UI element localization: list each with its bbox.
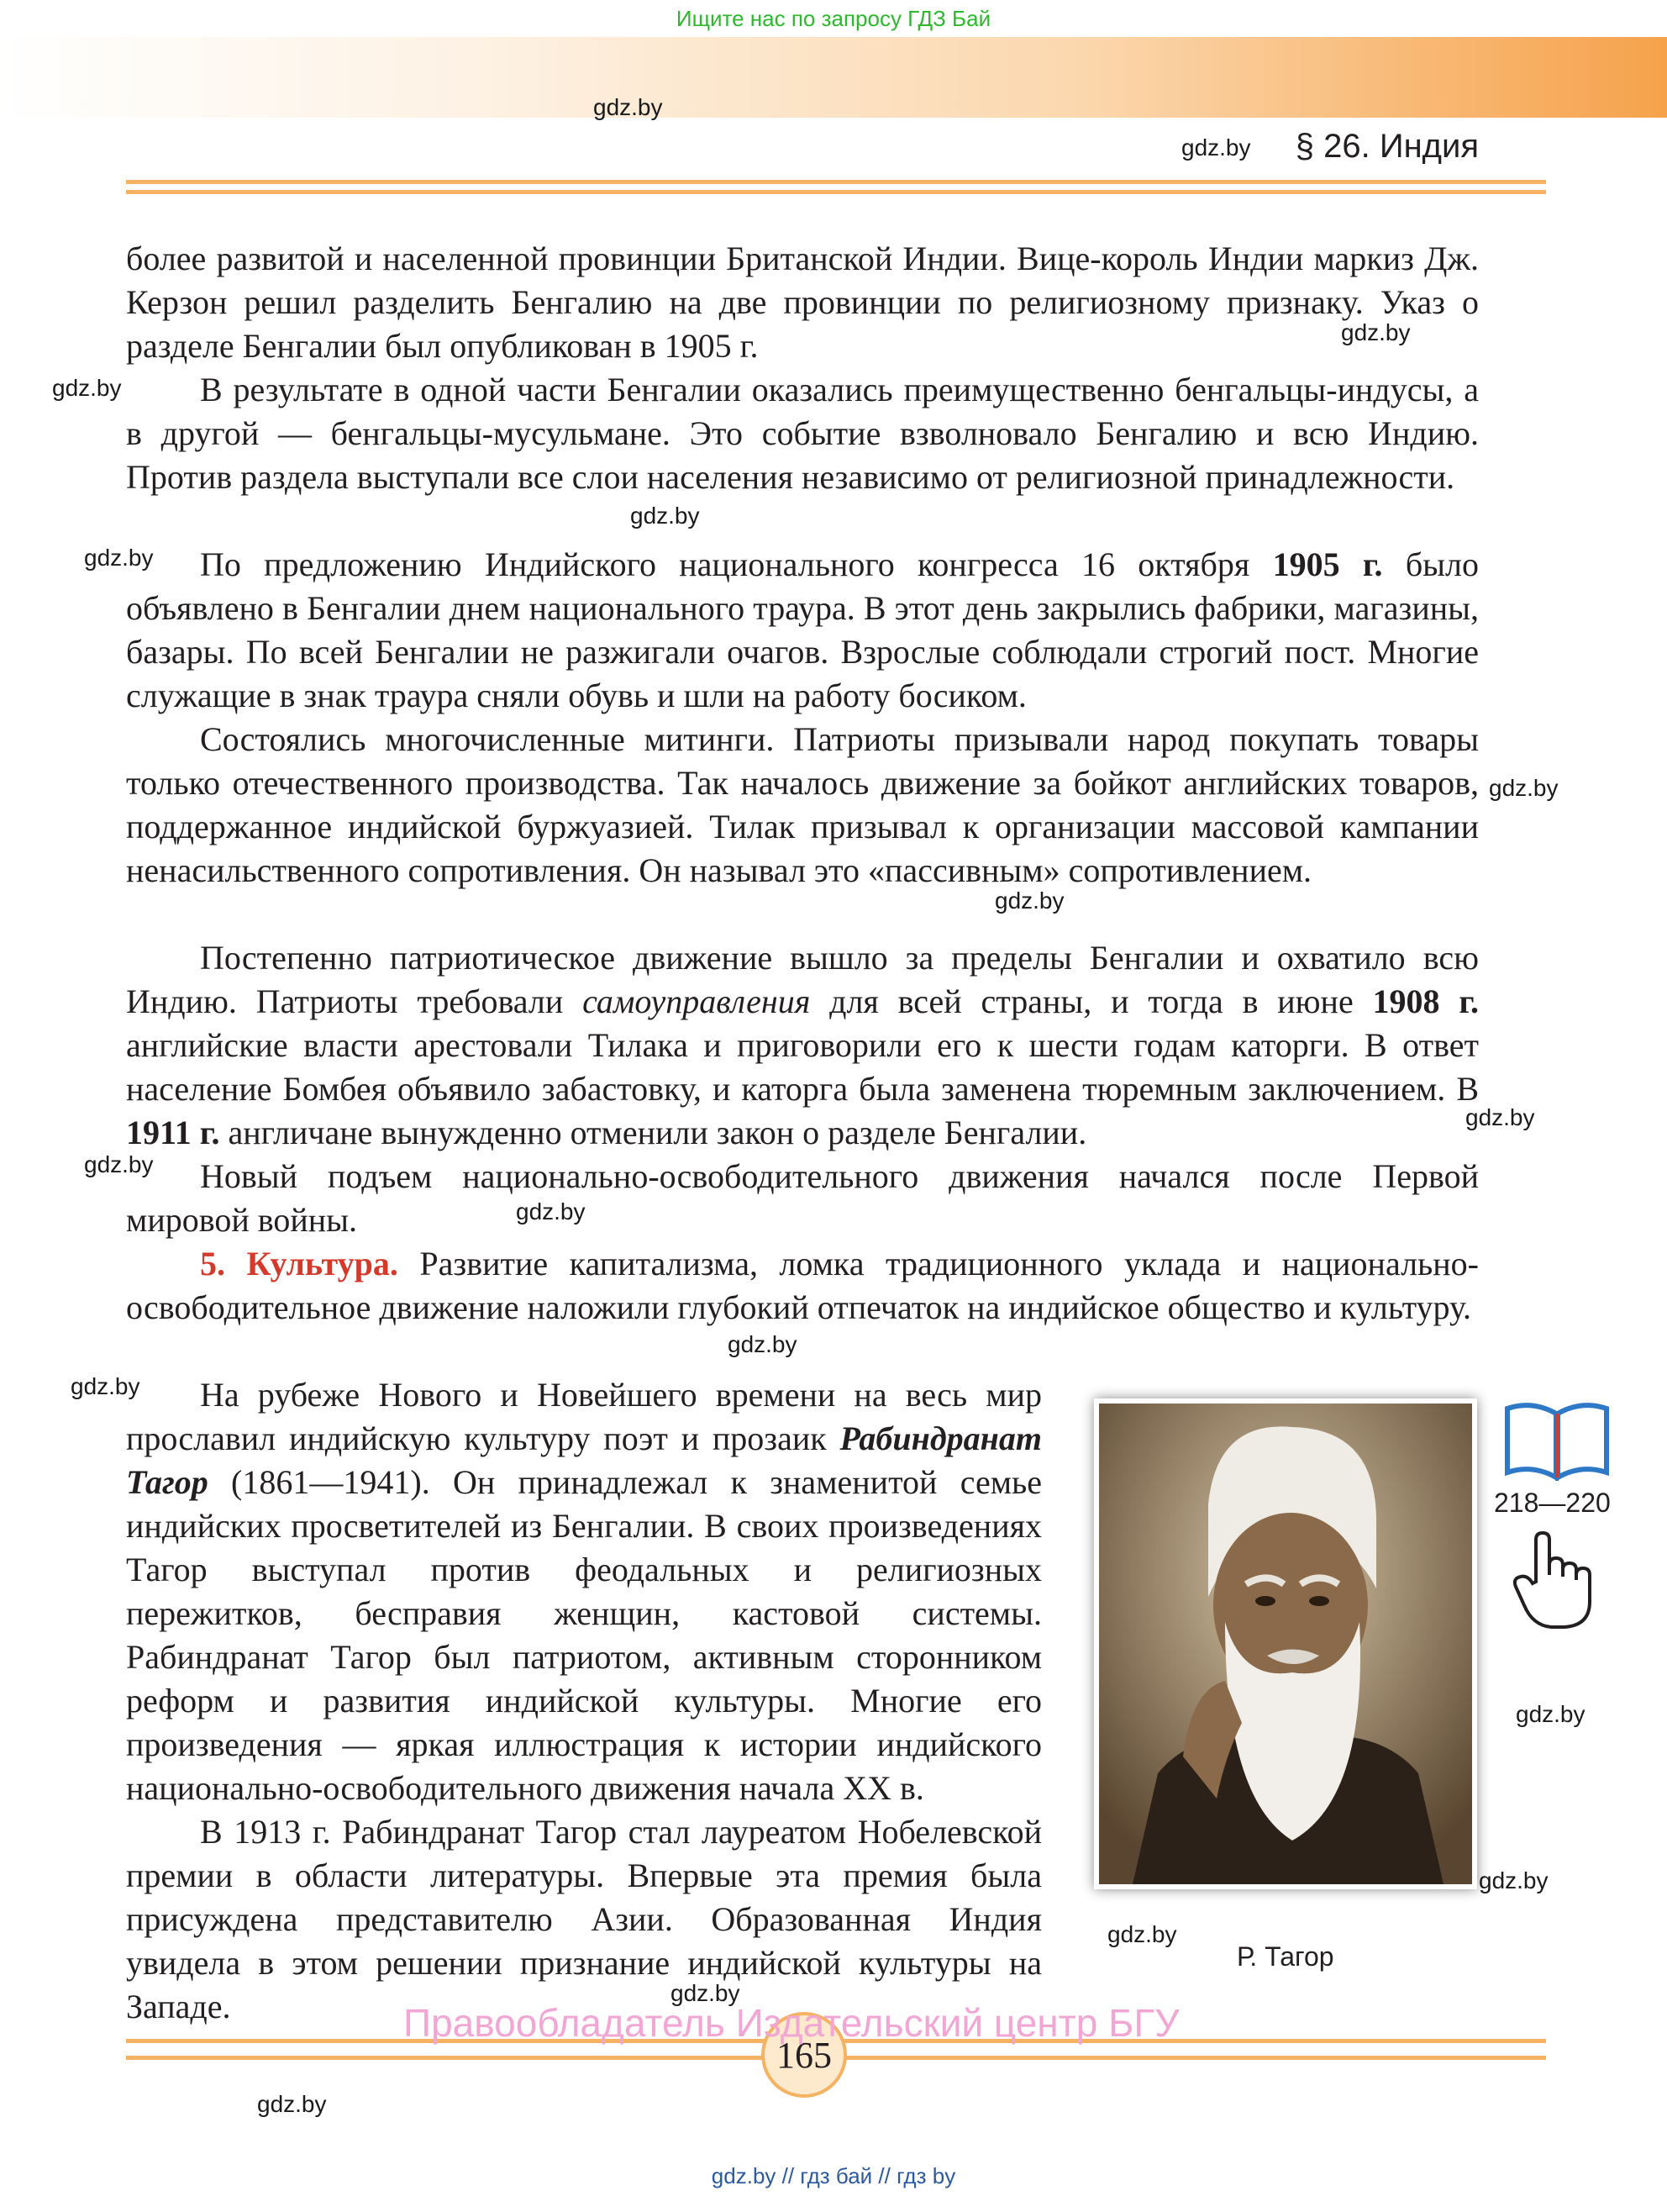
watermark: gdz.by	[630, 503, 700, 529]
footer-links[interactable]: gdz.by // гдз бай // гдз by	[711, 2163, 956, 2188]
watermark: gdz.by	[1181, 134, 1251, 161]
paragraph-9: В 1913 г. Рабиндранат Тагор стал лауреатом Нобелевской премии в области литературы. Впервые эта премия была присуждена представителю Азии. Образованная Индия увидела в этом решении признание индийской культуры на Западе.	[126, 1813, 1042, 2025]
textbook-pages-ref: 218—220	[1494, 1488, 1611, 1518]
paragraph-6: Новый подъем национально-освободительного движения начался после Первой мировой войны.	[126, 1157, 1479, 1239]
portrait-illustration	[1099, 1404, 1472, 1884]
text-run: англичане вынужденно отменили закон о разделе Бенгалии.	[228, 1114, 1087, 1151]
paragraph-1: более развитой и населенной провинции Британской Индии. Вице-король Индии маркиз Дж. Керзон решил разделить Бенгалию на две провинции по религиозному признаку. Указ о разделе Бенгалии был опубликован в 1905 г.	[126, 240, 1479, 365]
watermark: gdz.by	[670, 1980, 740, 2006]
text-run: Постепенно патриотическое движение вышло за пределы Бенгалии и охватило всю Индию. Патриоты требовали	[126, 939, 1479, 1020]
watermark: gdz.by	[257, 2091, 327, 2117]
date-1911: 1911 г.	[126, 1114, 220, 1151]
paragraph-4: Состоялись многочисленные митинги. Патриоты призывали народ покупать товары только отечественного производства. Так началось движение за бойкот английских товаров, поддержанное индийской буржуазией. Тилак призывал к организации массовой кампании ненасильственного сопротивления. Он называл это «пассивным» сопротивлением.	[126, 720, 1479, 889]
watermark: gdz.by	[1341, 319, 1411, 345]
watermark: gdz.by	[995, 887, 1065, 914]
watermark: gdz.by	[84, 1151, 154, 1177]
portrait-caption: Р. Тагор	[1237, 1941, 1334, 1972]
date-1908: 1908 г.	[1372, 982, 1479, 1020]
page-number: 165	[776, 2035, 832, 2076]
paragraph-2: В результате в одной части Бенгалии оказались преимущественно бенгальцы-индусы, а в другой — бенгальцы-мусульмане. Это событие взволновало Бенгалию и всю Индию. Против раздела выступали все слои населения независимо от религиозной принадлежности.	[126, 371, 1479, 496]
watermark: gdz.by	[728, 1331, 797, 1357]
watermark: gdz.by	[84, 545, 154, 571]
paragraph-5	[126, 936, 1479, 1155]
tagore-portrait	[1094, 1398, 1477, 1889]
watermark: gdz.by	[1516, 1701, 1585, 1727]
text-run: для всей страны, и тогда в июне	[829, 982, 1354, 1020]
name-tagore: Рабиндранат Тагор	[126, 1419, 1042, 1501]
rights-holder-notice: Правообладатель Издательский центр БГУ	[403, 2001, 1180, 2045]
watermark: gdz.by	[71, 1373, 140, 1399]
text-run: английские власти арестовали Тилака и приговорили его к шести годам каторги. В ответ население Бомбея объявило забастовку, и каторга была заменена тюремным заключением. В	[126, 1026, 1479, 1108]
watermark: gdz.by	[1465, 1104, 1535, 1130]
watermark: gdz.by	[516, 1198, 586, 1224]
section-heading-culture: 5. Культура.	[200, 1245, 398, 1282]
header-rule-1	[126, 180, 1546, 184]
watermark: gdz.by	[1107, 1921, 1177, 1947]
chapter-title: § 26. Индия	[1295, 128, 1479, 165]
text-run: По предложению Индийского национального конгресса 16 октября	[200, 545, 1250, 583]
watermark: gdz.by	[52, 375, 122, 401]
paragraph-3	[126, 543, 1479, 718]
pointing-hand-icon	[1512, 1531, 1596, 1630]
text-run: Развитие капитализма, ломка традиционного уклада и национально-освободительное движение наложили глубокий отпечаток на индийское общество и культуру.	[126, 1245, 1479, 1326]
top-banner[interactable]: Ищите нас по запросу ГДЗ Бай	[676, 6, 991, 31]
paragraph-7	[126, 1242, 1479, 1330]
paragraph-8	[126, 1373, 1042, 1810]
text-run: было объявлено в Бенгалии днем национального траура. В этот день закрылись фабрики, магазины, базары. По всей Бенгалии не разжигали очагов. Взрослые соблюдали строгий пост. Многие служащие в знак траура сняли обувь и шли на работу босиком.	[126, 545, 1479, 714]
watermark: gdz.by	[1479, 1867, 1549, 1893]
text-run: На рубеже Нового и Новейшего времени на весь мир прославил индийскую культуру поэт и прозаик	[126, 1376, 1042, 1457]
term-self-government: самоуправления	[582, 982, 811, 1020]
watermark: gdz.by	[593, 94, 663, 120]
open-book-icon[interactable]	[1502, 1400, 1612, 1481]
header-band	[0, 37, 1667, 118]
date-1905: 1905 г.	[1272, 545, 1383, 583]
watermark: gdz.by	[1489, 775, 1559, 801]
text-run: (1861—1941). Он принадлежал к знаменитой семье индийских просветителей из Бенгалии. В своих произведениях Тагор выступал против феодальных и религиозных пережитков, бесправия женщин, кастовой системы. Рабиндранат Тагор был патриотом, активным сторонником реформ и развития индийской культуры. Многие его произведения — яркая иллюстрация к истории индийского национально-освободительного движения начала XX в.	[126, 1463, 1043, 1807]
header-rule-2	[126, 190, 1546, 194]
